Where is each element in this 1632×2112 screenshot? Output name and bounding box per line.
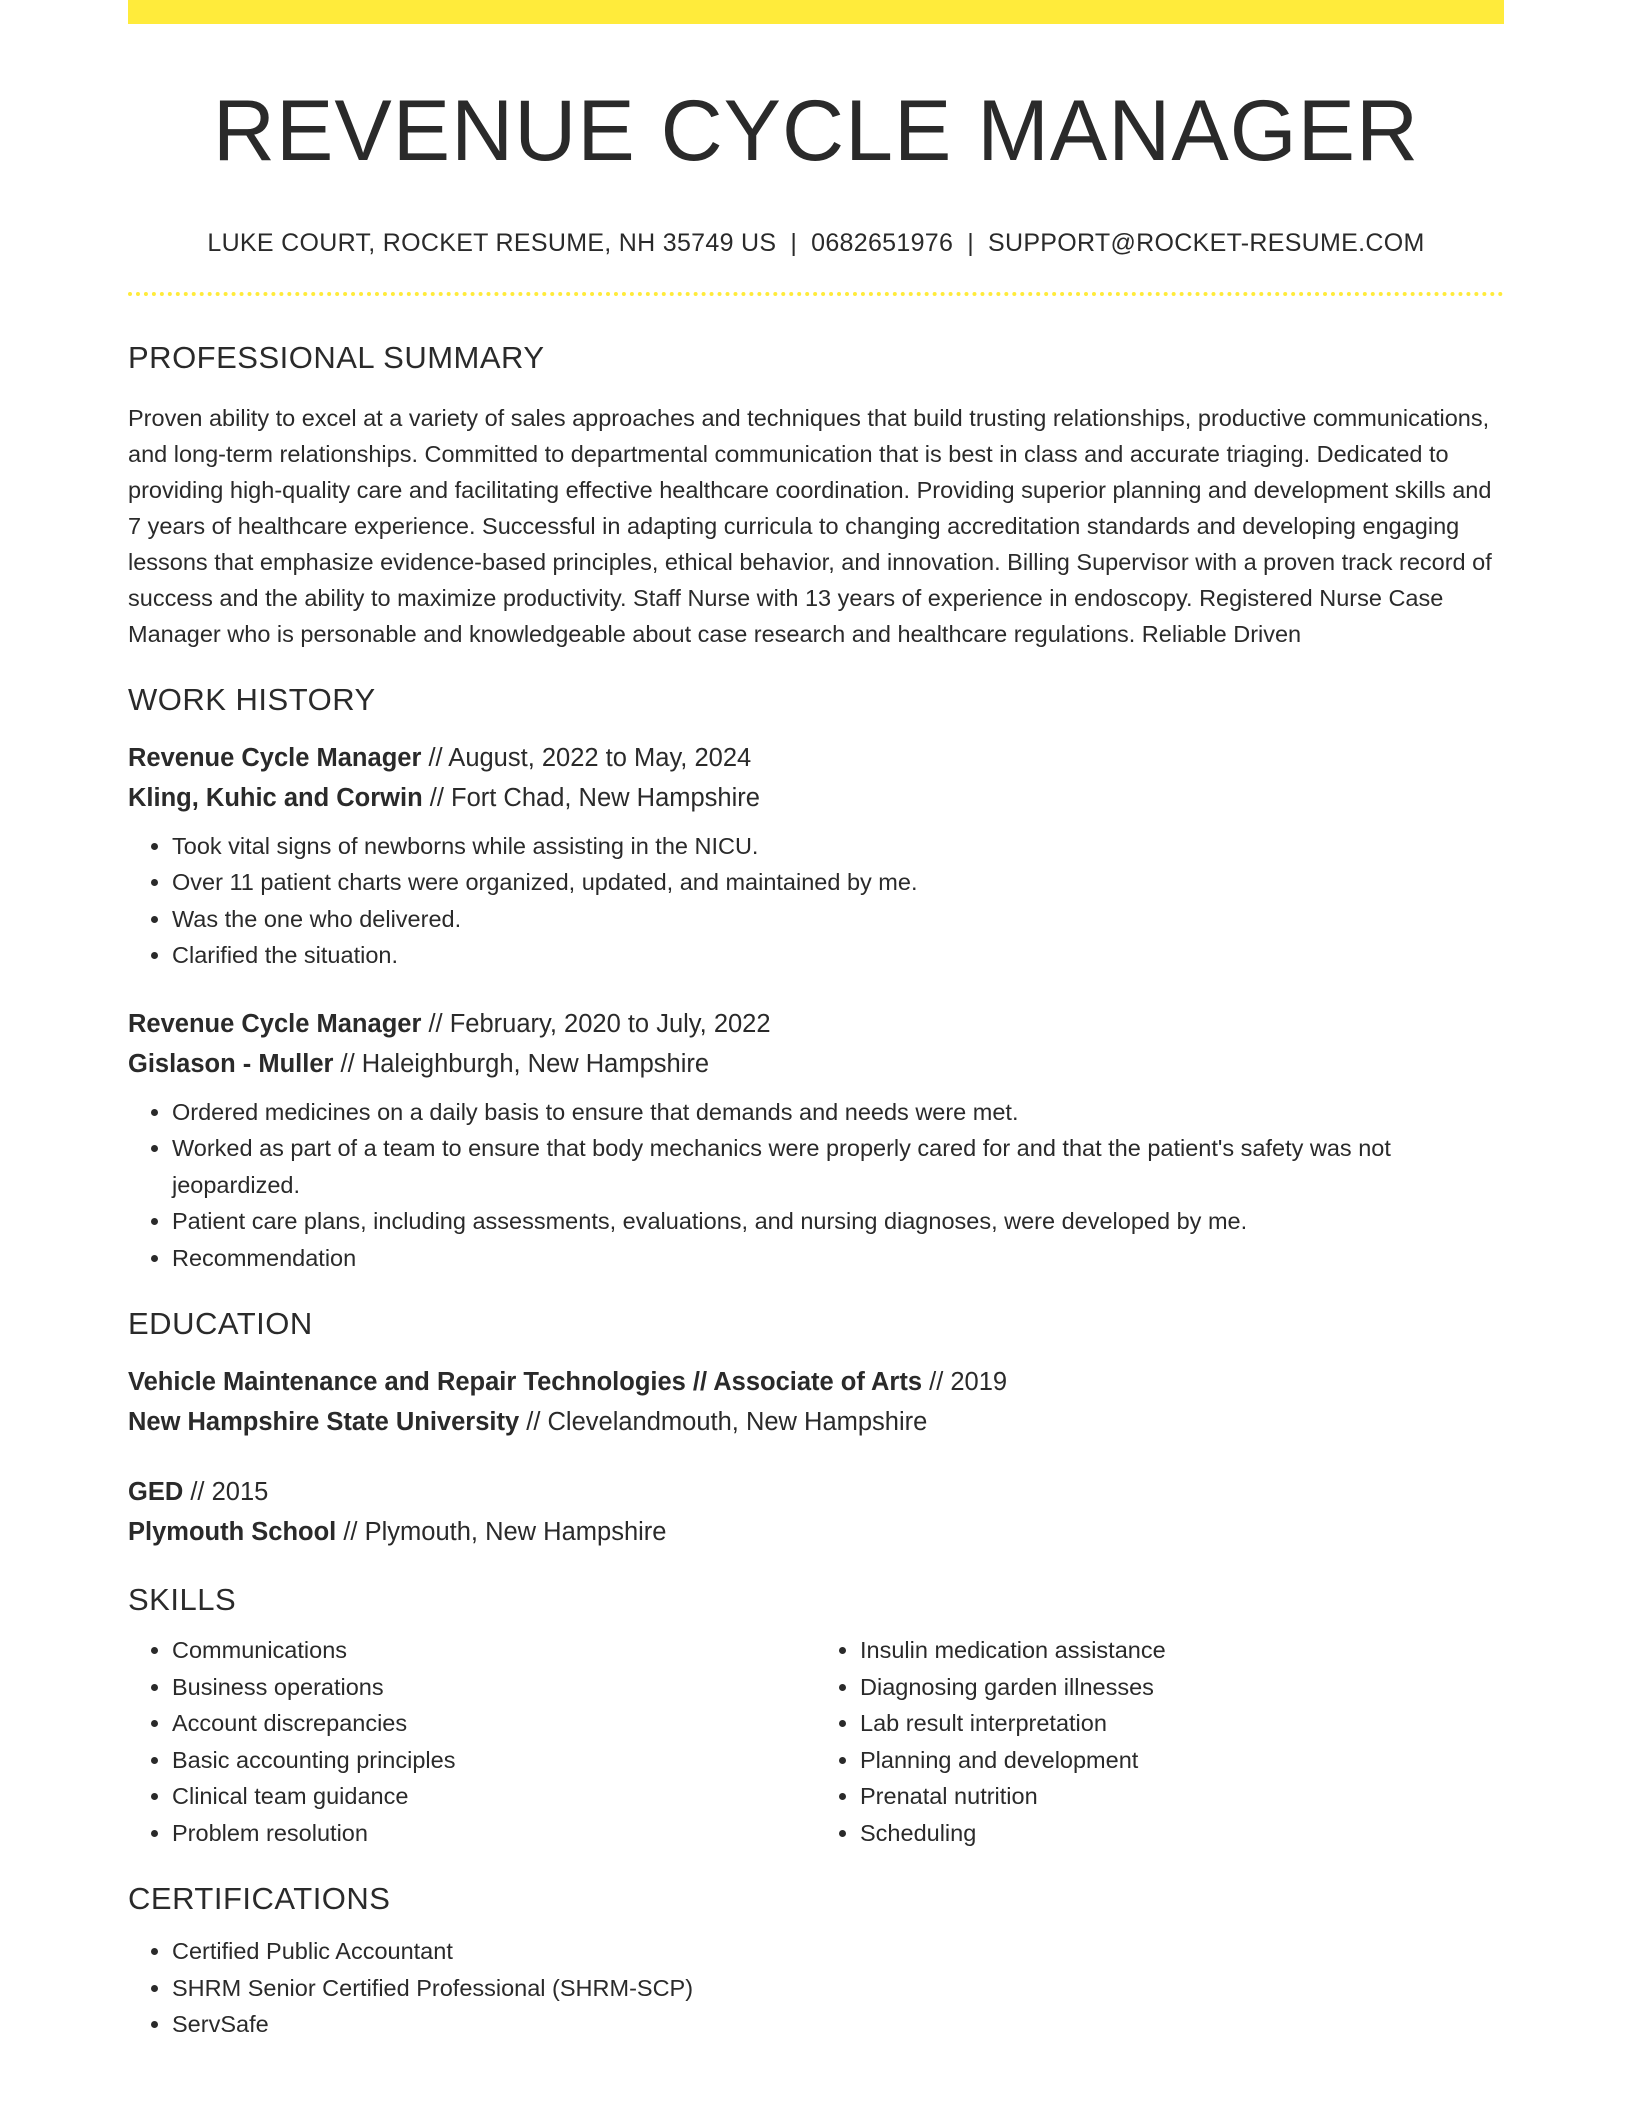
list-item: • ServSafe: [172, 2006, 1504, 2043]
contact-separator: |: [967, 228, 974, 257]
job-entry: [128, 1004, 1504, 1277]
job-dates: // August, 2022 to May, 2024: [421, 743, 752, 772]
job-location: // Haleighburgh, New Hampshire: [333, 1049, 710, 1078]
contact-address: LUKE COURT, ROCKET RESUME, NH 35749 US: [207, 228, 777, 257]
list-item: • Communications: [172, 1632, 816, 1669]
education-year: // 2015: [183, 1478, 269, 1507]
list-item: • Business operations: [172, 1669, 816, 1706]
education-location: // Plymouth, New Hampshire: [336, 1518, 667, 1547]
job-company-line: [128, 1044, 1504, 1084]
list-item: • Clinical team guidance: [172, 1778, 816, 1815]
list-item: • Problem resolution: [172, 1815, 816, 1852]
list-item: • Insulin medication assistance: [860, 1632, 1504, 1669]
contact-email[interactable]: SUPPORT@ROCKET-RESUME.COM: [987, 228, 1425, 257]
list-item: • SHRM Senior Certified Professional (SHRM-SCP): [172, 1970, 1504, 2007]
summary-text: Proven ability to excel at a variety of sales approaches and techniques that build trusting relationships, productive communications, and long-term relationships. Committed to departmental communication that is best in class and accurate triaging. Dedicated to providing high-quality care and facilitating effective healthcare coordination. Providing superior planning and development skills and 7 years of healthcare experience. Successful in adapting curricula to changing accreditation standards and developing engaging lessons that emphasize evidence-based principles, ethical behavior, and innovation. Billing Supervisor with a proven track record of success and the ability to maximize productivity. Staff Nurse with 13 years of experience in endoscopy. Registered Nurse Case Manager who is personable and knowledgeable about case research and healthcare regulations. Reliable Driven: [128, 404, 1492, 647]
education-school: New Hampshire State University: [128, 1408, 520, 1437]
education-location: // Clevelandmouth, New Hampshire: [519, 1408, 928, 1437]
list-item: • Recommendation: [172, 1240, 1504, 1277]
list-item: • Lab result interpretation: [860, 1705, 1504, 1742]
education-year: // 2019: [922, 1368, 1008, 1397]
list-item: • Clarified the situation.: [172, 937, 1504, 974]
skills-grid: [128, 1632, 1504, 1851]
job-company: Gislason - Muller: [128, 1049, 334, 1078]
education-heading: EDUCATION: [128, 1306, 313, 1342]
list-item: • Was the one who delivered.: [172, 901, 1504, 938]
education-school-line: [128, 1512, 1504, 1552]
list-item: • Took vital signs of newborns while assisting in the NICU.: [172, 828, 1504, 865]
job-role: Revenue Cycle Manager: [128, 1009, 422, 1038]
list-item: • Certified Public Accountant: [172, 1933, 1504, 1970]
list-item: • Diagnosing garden illnesses: [860, 1669, 1504, 1706]
summary-heading: PROFESSIONAL SUMMARY: [128, 339, 545, 375]
contact-line: [128, 229, 1504, 258]
header-divider: [128, 292, 1504, 296]
certifications-heading: CERTIFICATIONS: [128, 1881, 391, 1917]
skills-right-column: [816, 1632, 1504, 1851]
education-degree-line: [128, 1362, 1504, 1402]
job-title-line: [128, 738, 1504, 778]
list-item: • Over 11 patient charts were organized, updated, and maintained by me.: [172, 864, 1504, 901]
job-title-line: [128, 1004, 1504, 1044]
job-entry: [128, 738, 1504, 974]
list-item: • Scheduling: [860, 1815, 1504, 1852]
certifications-list: [128, 1933, 1504, 2043]
work-history-heading: WORK HISTORY: [128, 681, 376, 717]
list-item: • Account discrepancies: [172, 1705, 816, 1742]
list-item: • Worked as part of a team to ensure that body mechanics were properly cared for and that the patient's safety was not jeopardized.: [172, 1130, 1504, 1203]
education-degree-line: [128, 1472, 1504, 1512]
list-item: • Ordered medicines on a daily basis to ensure that demands and needs were met.: [172, 1094, 1504, 1131]
job-bullets: [128, 1094, 1504, 1277]
job-company: Kling, Kuhic and Corwin: [128, 783, 423, 812]
contact-separator: |: [790, 228, 798, 257]
job-location: // Fort Chad, New Hampshire: [422, 783, 760, 812]
job-company-line: [128, 778, 1504, 818]
education-school: Plymouth School: [128, 1518, 337, 1547]
education-entry: [128, 1362, 1504, 1442]
education-degree: GED: [128, 1478, 184, 1507]
skills-left-column: [128, 1632, 816, 1851]
job-role: Revenue Cycle Manager: [128, 743, 422, 772]
education-school-line: [128, 1402, 1504, 1442]
job-dates: // February, 2020 to July, 2022: [421, 1009, 771, 1038]
job-bullets: [128, 828, 1504, 974]
list-item: • Prenatal nutrition: [860, 1778, 1504, 1815]
education-entry: [128, 1472, 1504, 1552]
skills-heading: SKILLS: [128, 1582, 237, 1618]
list-item: • Patient care plans, including assessments, evaluations, and nursing diagnoses, were developed by me.: [172, 1203, 1504, 1240]
contact-phone: 0682651976: [811, 228, 954, 257]
resume-name: REVENUE CYCLE MANAGER: [212, 83, 1420, 179]
list-item: • Planning and development: [860, 1742, 1504, 1779]
list-item: • Basic accounting principles: [172, 1742, 816, 1779]
education-degree: Vehicle Maintenance and Repair Technologies // Associate of Arts: [128, 1368, 923, 1397]
top-accent-bar: [128, 0, 1504, 24]
resume-content: [128, 24, 1504, 2043]
